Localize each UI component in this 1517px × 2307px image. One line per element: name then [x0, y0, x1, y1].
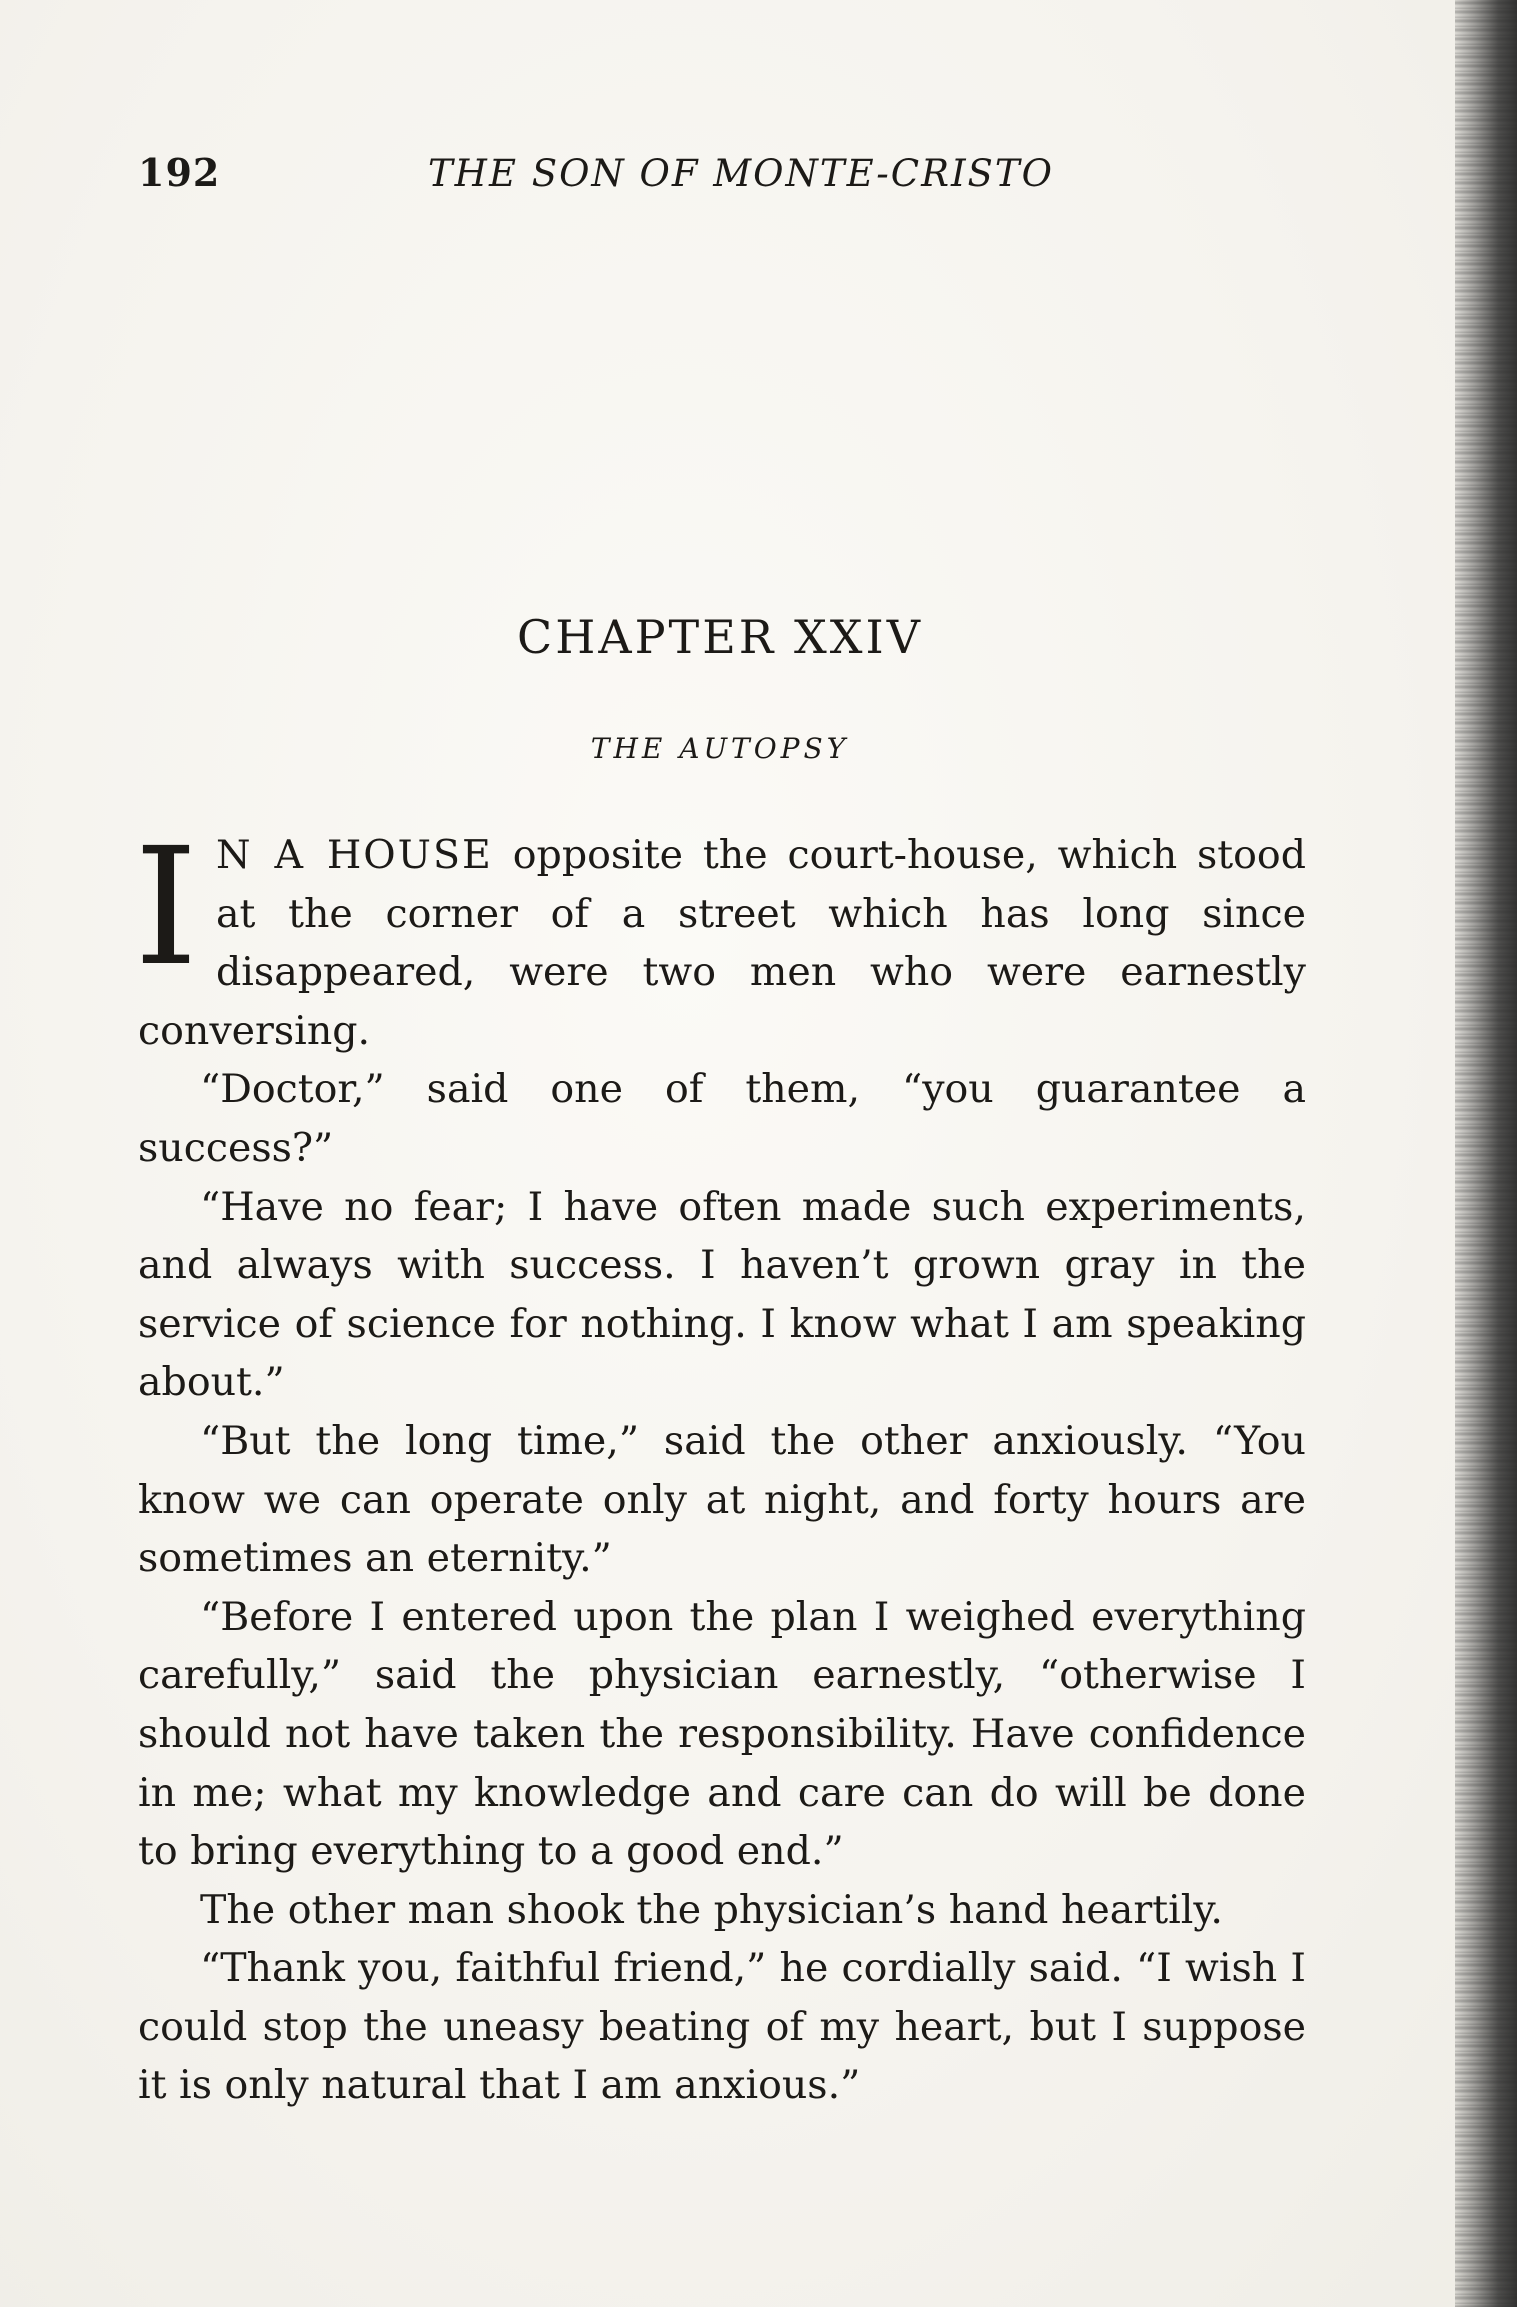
- drop-cap: I: [134, 814, 198, 1002]
- paragraph-7: “Thank you, faithful friend,” he cordially said. “I wish I could stop the uneasy beating of my heart, but I suppose it is only natural that I am anxious.”: [138, 1945, 1306, 2109]
- running-head: [138, 150, 1298, 210]
- paragraph-3: “Have no fear; I have often made such experiments, and always with success. I haven’t grown gray in the service of science for nothing. I know what I am speaking about.”: [138, 1183, 1306, 1406]
- chapter-subtitle: THE AUTOPSY: [590, 732, 850, 765]
- paragraph-1: [134, 814, 1307, 1060]
- paragraph-6: The other man shook the physician’s hand heartily.: [200, 1886, 1223, 1933]
- paragraph-1-text: opposite the court-house, which stood at the corner of a street which has long since disappeared, were two men who were earnestly conversing.: [138, 832, 1307, 1054]
- page-number: 192: [138, 150, 221, 195]
- paragraph-5: “Before I entered upon the plan I weighed everything carefully,” said the physician earnestly, “otherwise I should not have taken the responsibility. Have confidence in me; what my knowledge and care can do will be done to bring everything to a good end.”: [138, 1593, 1306, 1875]
- paragraph-1-lead: N A HOUSE: [216, 832, 493, 878]
- chapter-heading: CHAPTER XXIV: [517, 610, 923, 664]
- body-text: [134, 814, 1307, 2115]
- running-head-title: THE SON OF MONTE-CRISTO: [428, 152, 1054, 195]
- paragraph-4: “But the long time,” said the other anxiously. “You know we can operate only at night, and forty hours are sometimes an eternity.”: [138, 1417, 1306, 1582]
- page-edge-shadow: [1455, 0, 1517, 2307]
- paragraph-2: “Doctor,” said one of them, “you guarantee a success?”: [138, 1066, 1306, 1171]
